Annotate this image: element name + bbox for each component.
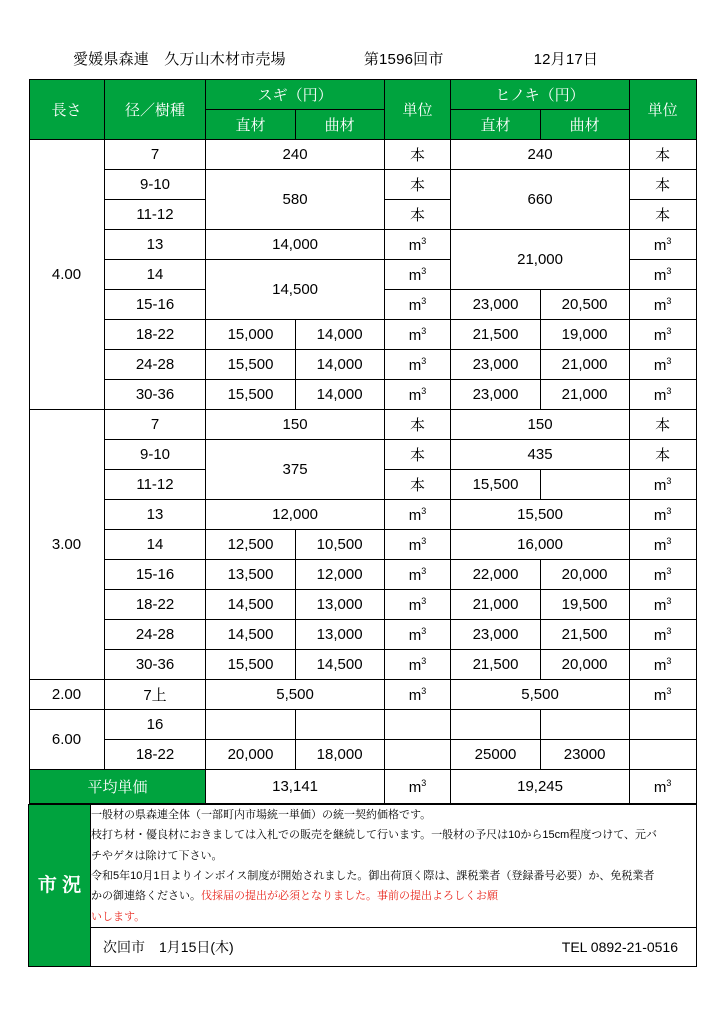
diameter-cell: 15-16 — [104, 560, 206, 590]
hinoki-unit: $m^3$ — [629, 230, 696, 260]
sugi-unit — [384, 740, 451, 770]
hinoki-curved-price: 19,500 — [540, 590, 629, 620]
sugi-price: 150 — [206, 410, 384, 440]
hinoki-unit — [629, 740, 696, 770]
hinoki-unit: 本 — [629, 200, 696, 230]
table-row — [29, 500, 696, 530]
condition-label: 市 況 — [29, 805, 91, 967]
table-row — [29, 380, 696, 410]
sugi-unit: $m^3$ — [384, 530, 451, 560]
diameter-cell: 15-16 — [104, 290, 206, 320]
average-sugi: 13,141 — [206, 770, 384, 804]
header-unit-hinoki: 単位 — [629, 80, 696, 140]
sugi-unit: $m^3$ — [384, 230, 451, 260]
hinoki-unit: $m^3$ — [629, 560, 696, 590]
sugi-unit: $m^3$ — [384, 680, 451, 710]
average-hinoki: 19,245 — [451, 770, 629, 804]
sugi-straight-price: 14,500 — [206, 620, 295, 650]
diameter-cell: 7上 — [104, 680, 206, 710]
hinoki-unit: $m^3$ — [629, 380, 696, 410]
table-row — [29, 650, 696, 680]
sugi-unit: $m^3$ — [384, 290, 451, 320]
condition-line-4: 令和5年10月1日よりインボイス制度が開始されました。御出荷頂く際は、課税業者（登録番号必要）か、免税業者 — [91, 870, 655, 883]
table-row — [29, 140, 696, 170]
hinoki-straight-price: 22,000 — [451, 560, 540, 590]
diameter-cell: 14 — [104, 530, 206, 560]
sugi-unit: $m^3$ — [384, 260, 451, 290]
sugi-straight-price: 15,500 — [206, 650, 295, 680]
table-row — [29, 230, 696, 260]
sugi-curved-price: 12,000 — [295, 560, 384, 590]
hinoki-curved-price: 20,000 — [540, 650, 629, 680]
hinoki-unit: $m^3$ — [629, 650, 696, 680]
condition-footer — [91, 928, 697, 967]
diameter-cell: 18-22 — [104, 740, 206, 770]
sugi-unit: $m^3$ — [384, 500, 451, 530]
hinoki-unit: $m^3$ — [629, 350, 696, 380]
header-length: 長さ — [29, 80, 104, 140]
table-row — [29, 170, 696, 200]
diameter-cell: 9-10 — [104, 170, 206, 200]
length-cell-200: 2.00 — [29, 680, 104, 710]
hinoki-unit: $m^3$ — [629, 680, 696, 710]
condition-row — [29, 805, 697, 928]
hinoki-curved-price: 21,000 — [540, 350, 629, 380]
telephone-number: TEL 0892-21-0516 — [561, 939, 678, 956]
sugi-straight-price: 15,000 — [206, 320, 295, 350]
hinoki-curved-price: 23000 — [540, 740, 629, 770]
sugi-straight-price: 13,500 — [206, 560, 295, 590]
condition-footer-row — [29, 928, 697, 967]
next-market-date: 次回市 1月15日(木) — [103, 939, 234, 956]
hinoki-straight-price: 23,000 — [451, 350, 540, 380]
header-diameter: 径／樹種 — [104, 80, 206, 140]
hinoki-unit: 本 — [629, 410, 696, 440]
hinoki-unit: $m^3$ — [629, 320, 696, 350]
diameter-cell: 13 — [104, 230, 206, 260]
header-hinoki-curved: 曲材 — [540, 110, 629, 140]
hinoki-curved-price: 20,500 — [540, 290, 629, 320]
hinoki-curved-price: 21,500 — [540, 620, 629, 650]
sugi-price: 5,500 — [206, 680, 384, 710]
average-sugi-unit: $m^3$ — [384, 770, 451, 804]
average-row — [29, 770, 696, 804]
sugi-curved-price: 14,000 — [295, 320, 384, 350]
hinoki-price: 660 — [451, 170, 629, 230]
hinoki-unit — [629, 710, 696, 740]
hinoki-straight-price: 23,000 — [451, 620, 540, 650]
hinoki-unit: $m^3$ — [629, 260, 696, 290]
condition-alert-tail: いします。 — [91, 910, 146, 923]
hinoki-curved-price — [540, 710, 629, 740]
hinoki-unit: $m^3$ — [629, 620, 696, 650]
sugi-unit: $m^3$ — [384, 560, 451, 590]
header-sugi-straight: 直材 — [206, 110, 295, 140]
hinoki-straight-price: 21,000 — [451, 590, 540, 620]
sugi-price: 14,000 — [206, 230, 384, 260]
sugi-unit: 本 — [384, 140, 451, 170]
hinoki-straight-price: 25000 — [451, 740, 540, 770]
table-row — [29, 620, 696, 650]
sugi-price: 240 — [206, 140, 384, 170]
sugi-unit: $m^3$ — [384, 650, 451, 680]
hinoki-unit: $m^3$ — [629, 500, 696, 530]
header-sugi-curved: 曲材 — [295, 110, 384, 140]
diameter-cell: 7 — [104, 410, 206, 440]
diameter-cell: 30-36 — [104, 650, 206, 680]
auction-date: 12月17日 — [533, 51, 599, 68]
sugi-curved-price — [295, 710, 384, 740]
hinoki-straight-price: 23,000 — [451, 380, 540, 410]
sugi-curved-price: 14,000 — [295, 380, 384, 410]
diameter-cell: 13 — [104, 500, 206, 530]
hinoki-unit: 本 — [629, 170, 696, 200]
hinoki-price: 21,000 — [451, 230, 629, 290]
sugi-unit: $m^3$ — [384, 350, 451, 380]
header-sugi: スギ（円） — [206, 80, 384, 110]
sugi-unit: $m^3$ — [384, 380, 451, 410]
sugi-curved-price: 18,000 — [295, 740, 384, 770]
sugi-curved-price: 14,500 — [295, 650, 384, 680]
sugi-unit: 本 — [384, 200, 451, 230]
hinoki-straight-price: 21,500 — [451, 650, 540, 680]
length-cell-400: 4.00 — [29, 140, 104, 410]
length-cell-300: 3.00 — [29, 410, 104, 680]
hinoki-unit: 本 — [629, 440, 696, 470]
hinoki-price: 240 — [451, 140, 629, 170]
price-table — [29, 79, 697, 804]
diameter-cell: 18-22 — [104, 320, 206, 350]
diameter-cell: 16 — [104, 710, 206, 740]
sugi-straight-price: 15,500 — [206, 350, 295, 380]
average-hinoki-unit: $m^3$ — [629, 770, 696, 804]
sugi-curved-price: 13,000 — [295, 590, 384, 620]
length-cell-600: 6.00 — [29, 710, 104, 770]
table-row — [29, 410, 696, 440]
header-hinoki-straight: 直材 — [451, 110, 540, 140]
table-row — [29, 680, 696, 710]
hinoki-straight-price — [451, 710, 540, 740]
condition-line-1: 一般材の県森連全体（一部町内市場統一単価）の統一契約価格です。 — [91, 809, 432, 821]
hinoki-unit: 本 — [629, 140, 696, 170]
sugi-price: 14,500 — [206, 260, 384, 320]
hinoki-price: 16,000 — [451, 530, 629, 560]
table-row — [29, 740, 696, 770]
table-row — [29, 710, 696, 740]
condition-body — [91, 805, 697, 928]
condition-line-3: チやゲタは除けて下さい。 — [91, 849, 223, 862]
sugi-curved-price: 13,000 — [295, 620, 384, 650]
sugi-unit — [384, 710, 451, 740]
average-label: 平均単価 — [29, 770, 206, 804]
sugi-straight-price: 14,500 — [206, 590, 295, 620]
sugi-unit: 本 — [384, 440, 451, 470]
sugi-curved-price: 10,500 — [295, 530, 384, 560]
condition-line-5-text: かの御連絡ください。 — [91, 890, 201, 903]
sugi-straight-price: 15,500 — [206, 380, 295, 410]
sugi-price: 12,000 — [206, 500, 384, 530]
condition-alert-text: 伐採届の提出が必須となりました。事前の提出よろしくお願 — [201, 890, 498, 903]
sugi-unit: $m^3$ — [384, 620, 451, 650]
condition-line-2: 枝打ち材・優良材におきましては入札での販売を継続して行います。一般材の予尺は10から15cm程度つけて、元バ — [91, 829, 658, 842]
diameter-cell: 18-22 — [104, 590, 206, 620]
diameter-cell: 24-28 — [104, 350, 206, 380]
header-hinoki: ヒノキ（円） — [451, 80, 629, 110]
sugi-curved-price: 14,000 — [295, 350, 384, 380]
diameter-cell: 14 — [104, 260, 206, 290]
diameter-cell: 9-10 — [104, 440, 206, 470]
hinoki-unit: $m^3$ — [629, 590, 696, 620]
sugi-unit: 本 — [384, 410, 451, 440]
hinoki-price: 15,500 — [451, 500, 629, 530]
hinoki-curved-price: 19,000 — [540, 320, 629, 350]
table-header-row-1 — [29, 80, 696, 110]
header-unit-sugi: 単位 — [384, 80, 451, 140]
hinoki-unit: $m^3$ — [629, 290, 696, 320]
sugi-unit: 本 — [384, 470, 451, 500]
hinoki-curved-price: 21,000 — [540, 380, 629, 410]
hinoki-unit: $m^3$ — [629, 530, 696, 560]
diameter-cell: 11-12 — [104, 200, 206, 230]
hinoki-price: 5,500 — [451, 680, 629, 710]
sugi-price: 580 — [206, 170, 384, 230]
hinoki-unit: $m^3$ — [629, 470, 696, 500]
hinoki-curved-price — [540, 470, 629, 500]
condition-line-5 — [91, 886, 696, 906]
hinoki-straight-price: 23,000 — [451, 290, 540, 320]
hinoki-straight-price: 15,500 — [451, 470, 540, 500]
market-condition-table — [28, 804, 697, 967]
diameter-cell: 24-28 — [104, 620, 206, 650]
sugi-unit: $m^3$ — [384, 320, 451, 350]
diameter-cell: 7 — [104, 140, 206, 170]
hinoki-price: 435 — [451, 440, 629, 470]
sugi-unit: $m^3$ — [384, 590, 451, 620]
diameter-cell: 30-36 — [104, 380, 206, 410]
table-row — [29, 440, 696, 470]
sugi-straight-price: 12,500 — [206, 530, 295, 560]
table-row — [29, 350, 696, 380]
table-row — [29, 530, 696, 560]
hinoki-straight-price: 21,500 — [451, 320, 540, 350]
hinoki-curved-price: 20,000 — [540, 560, 629, 590]
table-row — [29, 560, 696, 590]
auction-number: 第1596回市 — [363, 51, 444, 68]
hinoki-price: 150 — [451, 410, 629, 440]
sugi-straight-price: 20,000 — [206, 740, 295, 770]
sugi-straight-price — [206, 710, 295, 740]
table-row — [29, 320, 696, 350]
diameter-cell: 11-12 — [104, 470, 206, 500]
market-name: 愛媛県森連 久万山木材市売場 — [73, 51, 286, 68]
document-header — [28, 48, 697, 79]
sugi-unit: 本 — [384, 170, 451, 200]
sugi-price: 375 — [206, 440, 384, 500]
table-row — [29, 590, 696, 620]
